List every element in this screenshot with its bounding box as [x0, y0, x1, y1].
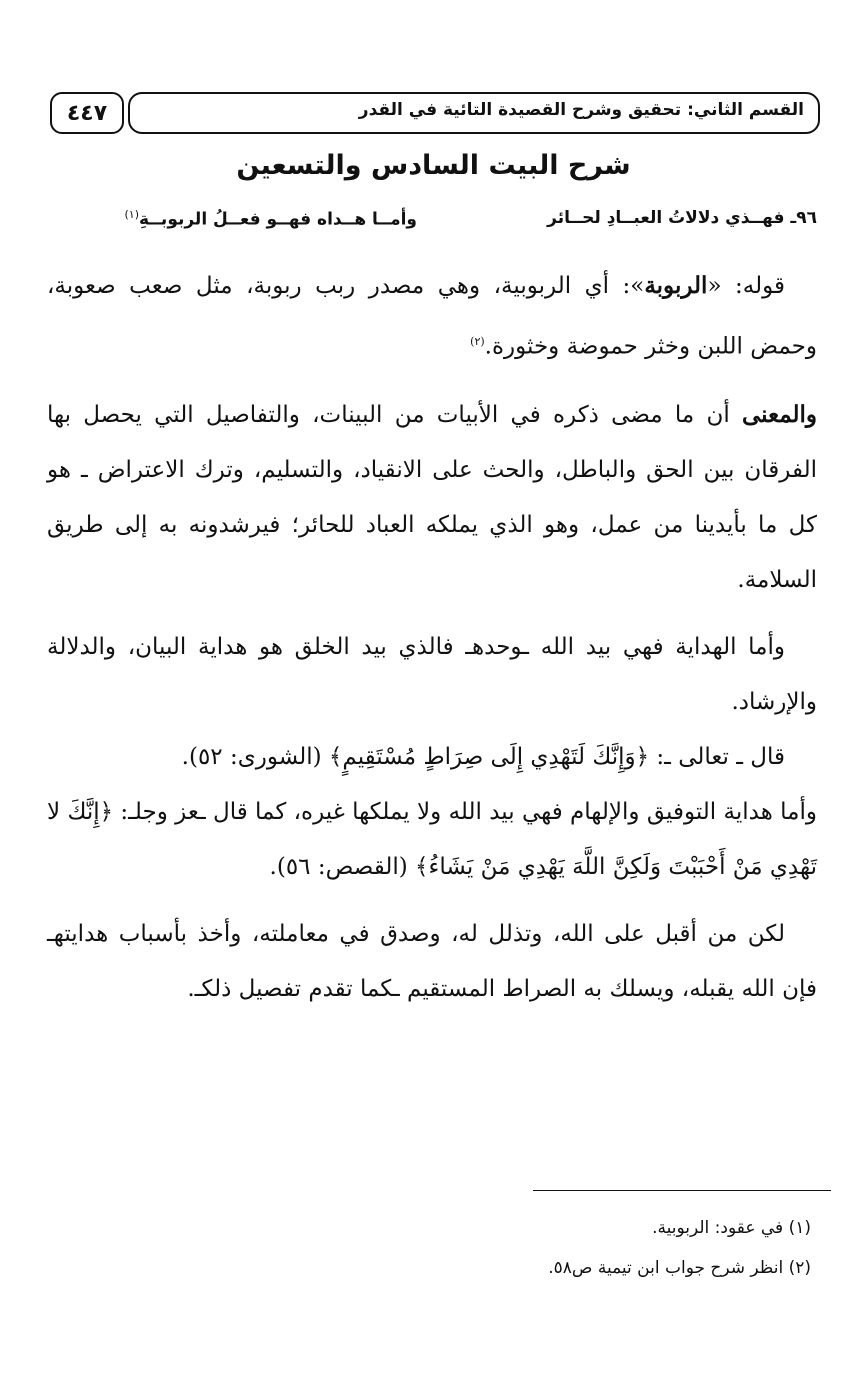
footnote-2: (٢) انظر شرح جواب ابن تيمية ص٥٨. [548, 1258, 811, 1278]
running-header [128, 92, 820, 134]
paragraph-1 [47, 258, 817, 375]
footnotes [51, 1208, 811, 1288]
section-title: شرح البيت السادس والتسعين [236, 150, 631, 181]
verse-second-text: وأمــا هــداه فهــو فعــلُ الربوبــةِ [139, 209, 417, 230]
paragraph-4: قال ـ تعالى ـ: ﴿وَإِنَّكَ لَتَهْدِي إِلَى صِرَاطٍ مُسْتَقِيمٍ﴾ (الشورى: ٥٢). [181, 743, 785, 770]
paragraph-1-prefix: قوله: « [707, 273, 785, 299]
footnote-marker-1: (١) [124, 208, 139, 221]
page-number: ٤٤٧ [50, 92, 124, 134]
paragraph-6: لكن من أقبل على الله، وتذلل له، وصدق في معاملته، وأخذ بأسباب هدايتهـ فإن الله يقبله، ويسلك به الصراط المستقيم ـكما تقدم تفصيل ذلكـ. [47, 920, 817, 1002]
footnote-1: (١) في عقود: الربوبية. [652, 1218, 811, 1238]
body-text [47, 258, 817, 1017]
verse-second-hemistich [124, 208, 417, 230]
paragraph-3: وأما الهداية فهي بيد الله ـوحدهـ فالذي بيد الخلق هو هداية البيان، والدلالة والإرشاد. [47, 633, 817, 715]
running-title: القسم الثاني: تحقيق وشرح القصيدة التائية في القدر [358, 100, 804, 120]
footnote-marker-2: (٢) [470, 335, 485, 348]
poem-verse [47, 208, 817, 244]
paragraph-5: وأما هداية التوفيق والإلهام فهي بيد الله ولا يملكها غيره، كما قال ـعز وجلـ: ﴿إِنَّكَ لا تَهْدِي مَنْ أَحْبَبْتَ وَلَكِنَّ اللَّهَ يَهْدِي مَنْ يَشَاءُ﴾ (القصص: ٥٦). [47, 798, 817, 880]
term-meaning: والمعنى [741, 400, 817, 428]
paragraph-2 [47, 387, 817, 608]
verse-first-hemistich: ٩٦ـ فهــذي دلالاتُ العبــادِ لحــائر [547, 208, 817, 228]
paragraph-1-text: »: أي الربوبية، وهي مصدر ربب ربوبة، مثل صعب صعوبة، وحمض اللبن وخثر حموضة وخثورة. [47, 273, 817, 360]
footnote-divider [533, 1190, 831, 1191]
paragraph-2-text: أن ما مضى ذكره في الأبيات من البينات، والتفاصيل التي يحصل بها الفرقان بين الحق والباطل، والحث على الانقياد، والتسليم، وترك الاعتراض ـ هو كل ما بأيدينا من عمل، وهو الذي يملكه العباد للحائر؛ فيرشدونه به إلى طريق السلامة. [47, 401, 817, 593]
term-rububa: الربوبة [644, 272, 708, 299]
